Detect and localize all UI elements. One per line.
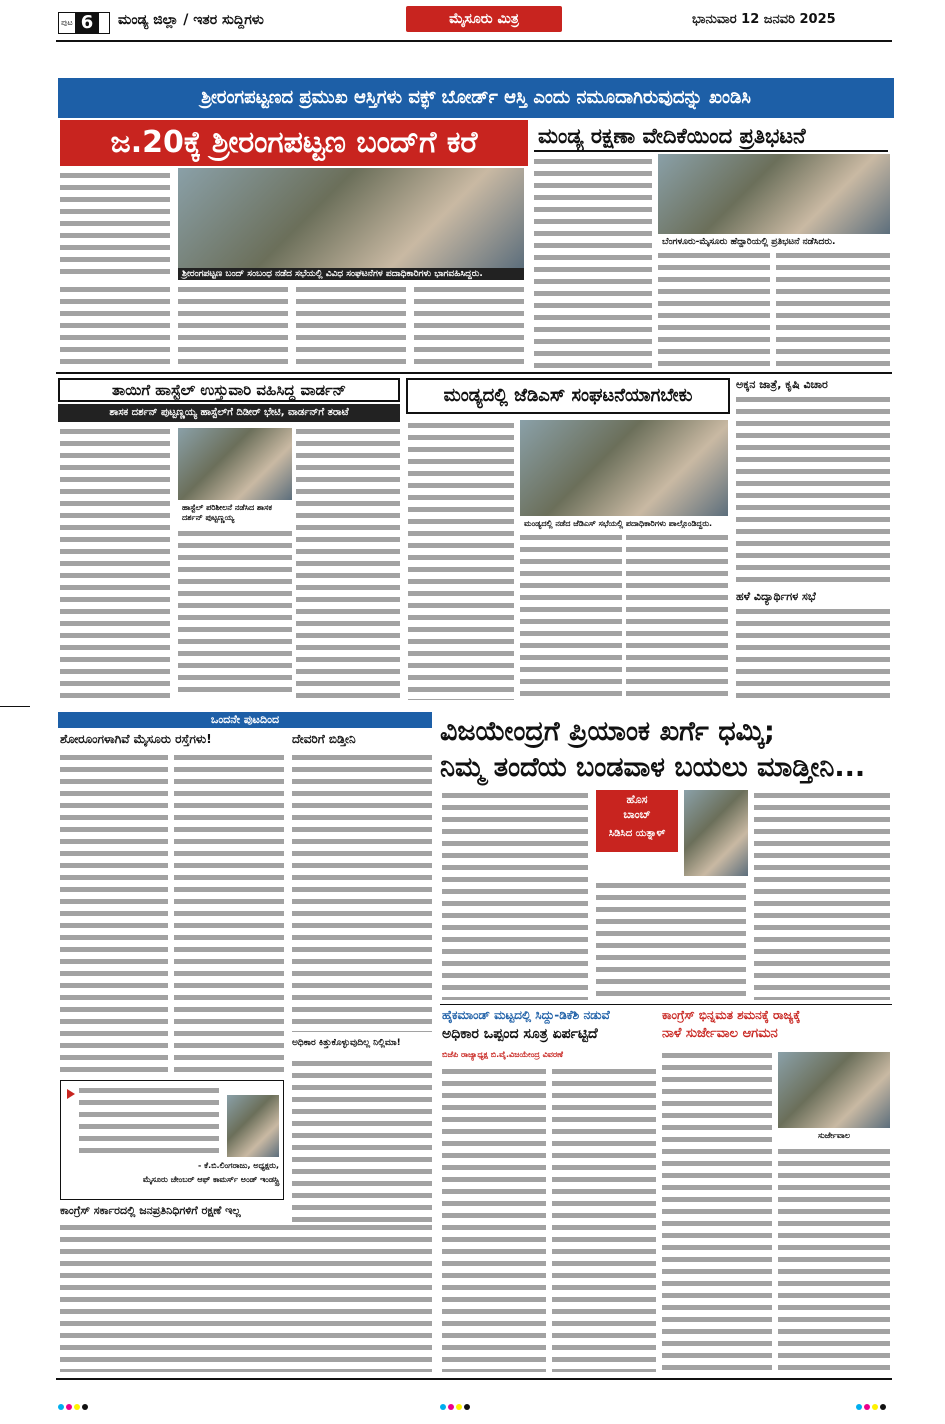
- protest-photo-caption: ಬೆಂಗಳೂರು-ಮೈಸೂರು ಹೆದ್ದಾರಿಯಲ್ಲಿ ಪ್ರತಿಭಟನೆ ನಡೆಸಿದರು.: [662, 237, 836, 247]
- page-label: ಪುಟ: [61, 18, 73, 27]
- jds-photo: [520, 420, 728, 516]
- hc-col2: [552, 1066, 656, 1372]
- yatnal-title-1: ಹೊಸ: [626, 793, 648, 806]
- issue-date: ಭಾನುವಾರ 12 ಜನವರಿ 2025: [692, 12, 836, 27]
- congress-headline-2: ನಾಳೆ ಸುರ್ಜೇವಾಲ ಆಗಮನ: [662, 1026, 778, 1041]
- protest-photo: [658, 154, 890, 234]
- cont2-subhead: ಅಧಿಕಾರ ಕಿತ್ತುಕೊಳ್ಳುವುದಿಲ್ಲ ನಿಲ್ಲಿಮಾ!: [292, 1038, 401, 1048]
- cont1-headline: ಶೋರೂಂಗಳಾಗಿವೆ ಮೈಸೂರು ರಸ್ತೆಗಳು!: [60, 732, 212, 746]
- top-banner: ಶ್ರೀರಂಗಪಟ್ಟಣದ ಪ್ರಮುಖ ಆಸ್ತಿಗಳು ವಕ್ಫ್ ಬೋರ್ಡ್ ಆಸ್ತಿ ಎಂದು ನಮೂದಾಗಿರುವುದನ್ನು ಖಂಡಿಸಿ: [58, 78, 894, 118]
- continued-strip: ಒಂದನೇ ಪುಟದಿಂದ: [58, 712, 432, 728]
- yatnal-box-2: [596, 828, 678, 850]
- page-number-box: [58, 12, 110, 34]
- hostel-headline: ತಾಯಿಗೆ ಹಾಸ್ಟೆಲ್ ಉಸ್ತುವಾರಿ ವಹಿಸಿದ್ದ ವಾರ್ಡನ್: [58, 378, 400, 402]
- yatnal-title-3: ಸಿಡಿಸಿದ: [608, 828, 633, 839]
- yatnal-photo: [684, 790, 748, 876]
- hc-col1: [442, 1066, 546, 1372]
- lead-article-col1b: [60, 284, 170, 366]
- protest-article-col2: [658, 250, 770, 368]
- lead-headline: ಜ.20ಕ್ಕೆ ಶ್ರೀರಂಗಪಟ್ಟಣ ಬಂದ್‌ಗೆ ಕರೆ: [60, 120, 528, 166]
- congress-col1: [662, 1050, 772, 1372]
- hostel-subhead: ಶಾಸಕ ದರ್ಶನ್ ಪುಟ್ಟಣ್ಣಯ್ಯ ಹಾಸ್ಟೆಲ್‌ಗೆ ದಿಡೀರ್ ಭೇಟಿ, ವಾರ್ಡನ್‌ಗೆ ತರಾಟೆ: [58, 404, 400, 422]
- cont2-col: [292, 752, 432, 1032]
- page-header: [0, 0, 945, 40]
- hostel-article-col1: [60, 426, 170, 698]
- hc-headline-1: ಹೈಕಮಾಂಡ್ ಮಟ್ಟದಲ್ಲಿ ಸಿದ್ದು-ಡಿಕೆಶಿ ನಡುವೆ: [442, 1008, 610, 1022]
- margin-mark: [0, 706, 30, 707]
- quote-box: [60, 1080, 284, 1200]
- congress-photo: [778, 1052, 890, 1128]
- bottom-story-text: [60, 1222, 432, 1372]
- protest-article-col3: [776, 250, 890, 368]
- footer-rule: [56, 1378, 892, 1380]
- vijay-col3: [754, 790, 890, 1000]
- bottom-story-headline: ಕಾಂಗ್ರೆಸ್ ಸರ್ಕಾರದಲ್ಲಿ ಜನಪ್ರತಿನಿಧಿಗಳಿಗೆ ರಕ್ಷಣೆ ಇಲ್ಲ: [60, 1204, 241, 1217]
- section-title: ಮಂಡ್ಯ ಜಿಲ್ಲಾ / ಇತರ ಸುದ್ದಿಗಳು: [118, 12, 264, 28]
- sidebar-item2-text: [736, 606, 890, 700]
- congress-headline-1: ಕಾಂಗ್ರೆಸ್ ಭಿನ್ನಮತ ಶಮನಕ್ಕೆ ರಾಜ್ಯಕ್ಕೆ: [662, 1008, 801, 1022]
- color-registration-center: [440, 1404, 470, 1410]
- jds-photo-caption: ಮಂಡ್ಯದಲ್ಲಿ ನಡೆದ ಜೆಡಿಎಸ್ ಸಭೆಯಲ್ಲಿ ಪದಾಧಿಕಾರಿಗಳು ಪಾಲ್ಗೊಂಡಿದ್ದರು.: [524, 519, 713, 528]
- yatnal-title-2: ಬಾಂಬ್: [623, 808, 651, 821]
- jds-article-col3: [626, 532, 728, 700]
- quote-photo: [227, 1095, 279, 1157]
- jds-headline: ಮಂಡ್ಯದಲ್ಲಿ ಜೆಡಿಎಸ್ ಸಂಘಟನೆಯಾಗಬೇಕು: [406, 378, 730, 414]
- lead-article-col1: [60, 170, 170, 280]
- cont2-headline: ದೇವರಿಗೆ ಬಿಡ್ತೀನಿ: [292, 732, 356, 746]
- hostel-photo-caption: ಹಾಸ್ಟೆಲ್ ಪರಿಶೀಲನೆ ನಡೆಸಿದ ಶಾಸಕ ದರ್ಶನ್ ಪುಟ್ಟಣ್ಣಯ್ಯ: [182, 503, 272, 522]
- play-icon: [67, 1089, 75, 1099]
- hc-subhead: ಬಿಜೆಪಿ ರಾಜ್ಯಾಧ್ಯಕ್ಷ ಬಿ.ವೈ.ವಿಜಯೇಂದ್ರ ವಿವರಣೆ: [442, 1050, 563, 1059]
- hc-headline-2: ಅಧಿಕಾರ ಒಪ್ಪಂದ ಸೂತ್ರ ಏರ್ಪಟ್ಟಿದೆ: [442, 1026, 598, 1042]
- yatnal-title-4: ಯತ್ನಾಳ್: [635, 828, 666, 839]
- hostel-article-col3: [296, 426, 400, 698]
- hostel-photo: [178, 428, 292, 500]
- vijay-col2: [596, 880, 746, 1000]
- lead-photo: [178, 168, 524, 268]
- sidebar-item1-title: ಅಕ್ಕನ ಜಾತ್ರೆ, ಕೃಷಿ ವಿಚಾರ: [736, 378, 828, 391]
- jds-article-col1: [408, 420, 514, 700]
- cont1-col1: [60, 752, 168, 1072]
- cont2-col-b: [292, 1058, 432, 1228]
- lead-article-col4: [414, 284, 524, 366]
- protest-headline: ಮಂಡ್ಯ ರಕ್ಷಣಾ ವೇದಿಕೆಯಿಂದ ಪ್ರತಿಭಟನೆ: [534, 120, 888, 152]
- jds-article-col2: [520, 532, 622, 700]
- cont1-col2: [174, 752, 284, 1072]
- lead-article-col2: [178, 284, 288, 366]
- protest-article-col1: [534, 156, 652, 368]
- quote-org: ಮೈಸೂರು ಚೇಂಬರ್ ಆಫ್ ಕಾಮರ್ಸ್ ಅಂಡ್ ಇಂಡಸ್ಟ್ರಿ: [142, 1175, 279, 1184]
- section-rule-1: [56, 372, 892, 374]
- lead-article-col3: [296, 284, 406, 366]
- congress-col2: [778, 1146, 890, 1372]
- quote-author: - ಕೆ.ಬಿ.ಲಿಂಗರಾಜು, ಅಧ್ಯಕ್ಷರು,: [198, 1161, 279, 1170]
- congress-photo-caption: ಸುರ್ಜೇವಾಲ: [817, 1131, 851, 1140]
- quote-text: [79, 1085, 219, 1157]
- header-rule: [56, 40, 892, 42]
- page-number: 6: [75, 12, 100, 34]
- vijay-headline-2: ನಿಮ್ಮ ತಂದೆಯ ಬಂಡವಾಳ ಬಯಲು ಮಾಡ್ತೀನಿ...: [440, 752, 866, 783]
- vijay-headline-1: ವಿಜಯೇಂದ್ರಗೆ ಪ್ರಿಯಾಂಕ ಖರ್ಗೆ ಧಮ್ಕಿ;: [440, 716, 775, 747]
- sidebar-item1-text: [736, 394, 890, 584]
- hostel-article-col2: [178, 528, 292, 698]
- lead-photo-caption: ಶ್ರೀರಂಗಪಟ್ಟಣ ಬಂದ್ ಸಂಬಂಧ ನಡೆದ ಸಭೆಯಲ್ಲಿ ವಿವಿಧ ಸಂಘಟನೆಗಳ ಪದಾಧಿಕಾರಿಗಳು ಭಾಗವಹಿಸಿದ್ದರು.: [178, 268, 524, 280]
- sidebar-item2-title: ಹಳೆ ವಿದ್ಯಾರ್ಥಿಗಳ ಸಭೆ: [736, 590, 816, 603]
- color-registration-left: [58, 1404, 88, 1410]
- vijay-col1: [442, 790, 588, 1000]
- section-rule-2: [440, 1004, 892, 1005]
- color-registration-right: [856, 1404, 886, 1410]
- paper-name: ಮೈಸೂರು ಮಿತ್ರ: [406, 6, 562, 32]
